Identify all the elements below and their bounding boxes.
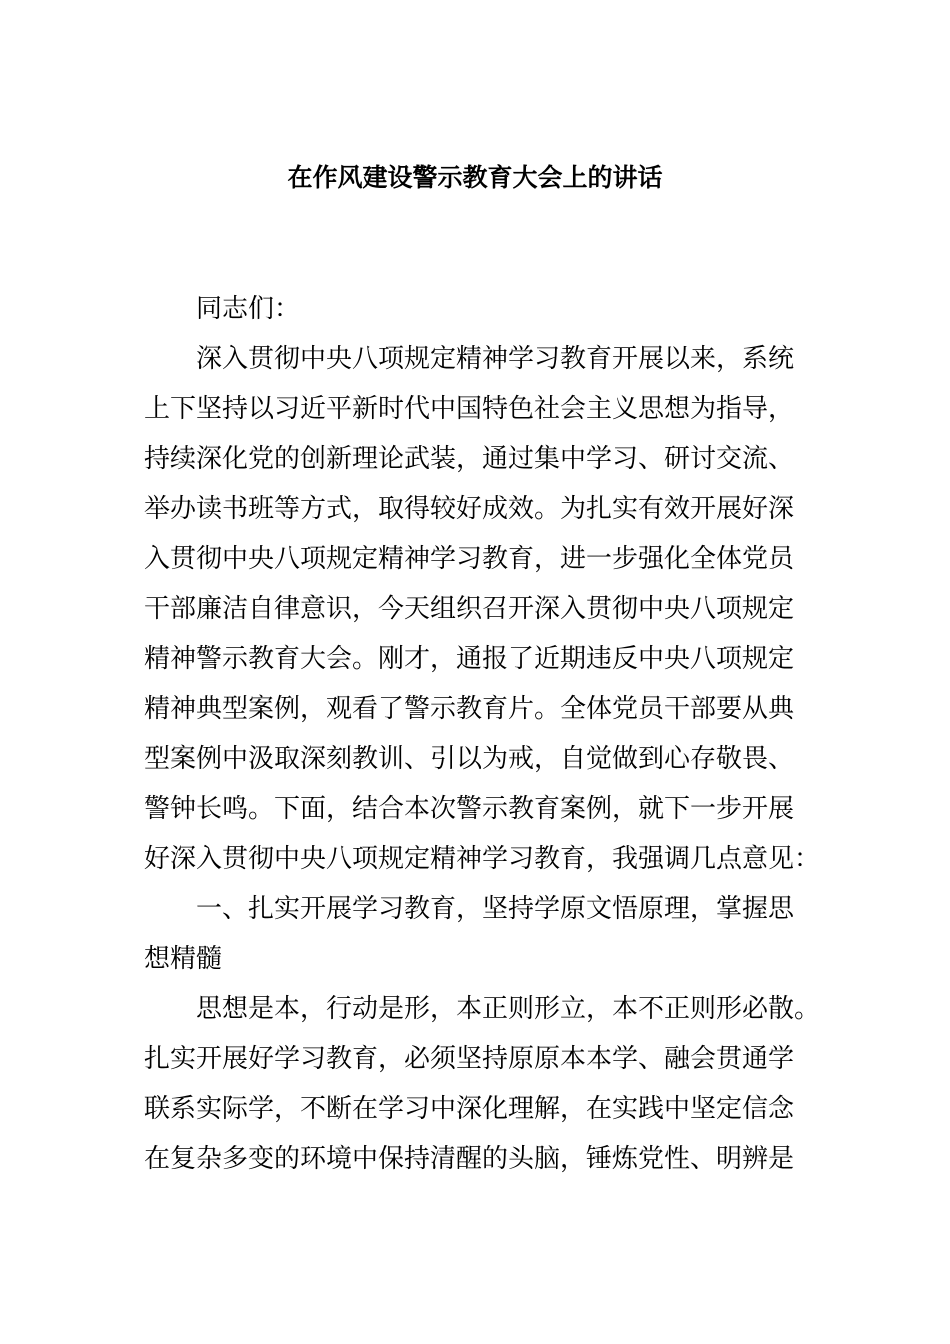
text-line: 想精髓: [144, 944, 223, 974]
text-line: 扎实开展好学习教育，必须坚持原原本本学、融会贯通学: [144, 1044, 795, 1074]
text-line: 同志们：: [196, 294, 301, 324]
text-line: 型案例中汲取深刻教训、引以为戒，自觉做到心存敬畏、: [144, 744, 795, 774]
text-line: 思想是本，行动是形，本正则形立，本不正则形必散。: [196, 994, 821, 1024]
text-line: 上下坚持以习近平新时代中国特色社会主义思想为指导，: [144, 394, 795, 424]
text-line: 干部廉洁自律意识，今天组织召开深入贯彻中央八项规定: [144, 594, 795, 624]
text-line: 举办读书班等方式，取得较好成效。为扎实有效开展好深: [144, 494, 795, 524]
text-line: 在复杂多变的环境中保持清醒的头脑，锤炼党性、明辨是: [144, 1144, 795, 1174]
text-line: 精神典型案例，观看了警示教育片。全体党员干部要从典: [144, 694, 795, 724]
text-line: 深入贯彻中央八项规定精神学习教育开展以来，系统: [196, 344, 795, 374]
text-line: 持续深化党的创新理论武装，通过集中学习、研讨交流、: [144, 444, 795, 474]
text-line: 一、扎实开展学习教育，坚持学原文悟原理，掌握思: [196, 894, 795, 924]
text-line: 好深入贯彻中央八项规定精神学习教育，我强调几点意见：: [144, 844, 821, 874]
text-line: 警钟长鸣。下面，结合本次警示教育案例，就下一步开展: [144, 794, 795, 824]
text-line: 精神警示教育大会。刚才，通报了近期违反中央八项规定: [144, 644, 795, 674]
text-line: 入贯彻中央八项规定精神学习教育，进一步强化全体党员: [144, 544, 795, 574]
document-title: 在作风建设警示教育大会上的讲话: [287, 163, 663, 192]
document-body: [144, 284, 844, 1184]
text-line: 联系实际学，不断在学习中深化理解，在实践中坚定信念: [144, 1094, 795, 1124]
